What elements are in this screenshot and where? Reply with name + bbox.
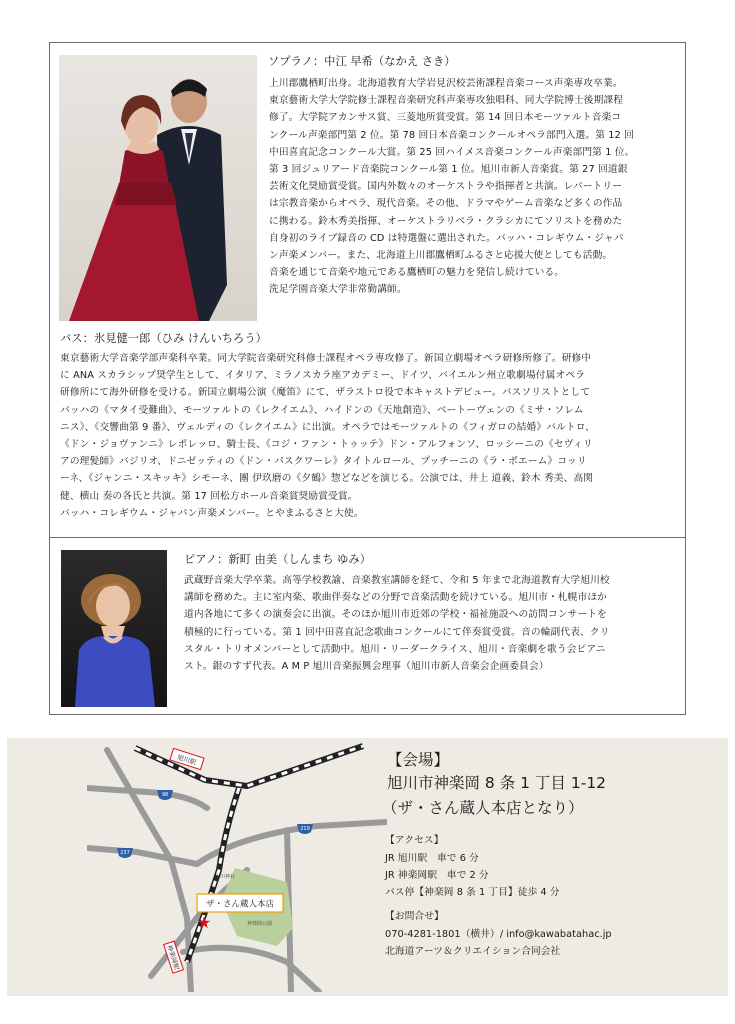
piano-bio-line: スト。銀のすず代表。A M P 旭川音楽振興会理事（旭川市新人音楽会企画委員会） xyxy=(184,661,549,673)
soprano-bio-line: 芸術文化奨励賞受賞。国内外数々のオーケストラや指揮者と共演。レパートリー xyxy=(269,181,623,193)
piano-bio-line: 積極的に行っている。第 1 回中田喜直記念歌曲コンクールにて伴奏賞受賞。音の輪副代表、クリ xyxy=(184,626,610,638)
bass-bio-line: アの理髪師》バジリオ、ドニゼッティの《ドン・パスクワーレ》タイトルロール、プッチーニの《ラ・ボエーム》コッリ xyxy=(60,456,587,468)
soprano-bio-line: ンクール声楽部門第 2 位。第 78 回日本音楽コンクールオペラ部門入選。第 12 回 xyxy=(269,129,634,141)
soprano-bio-line: 東京藝術大学大学院修士課程音楽研究科声楽専攻独唱科、同大学院博士後期課程 xyxy=(269,95,624,107)
bass-bio xyxy=(60,350,595,522)
access-line: バス停【神楽岡 8 条 1 丁目】徒歩 4 分 xyxy=(385,887,560,898)
soprano-name: ソプラノ：中江 早希（なかえ さき） xyxy=(268,55,456,68)
route-237-text: 237 xyxy=(120,850,130,856)
piano-bio-line: 講師を務めた。主に室内楽、歌曲伴奏などの分野で音楽活動を続けている。旭川市・札幌市ほか xyxy=(184,592,608,604)
route-219-text: 219 xyxy=(300,826,310,832)
park-label: 神楽岡公園 xyxy=(247,921,273,927)
bass-bio-line: 《ドン・ジョヴァンニ》レポレッロ、騎士長、《コジ・ファン・トゥッテ》ドン・アルフォンソ、ロッシーニの《セヴィリ xyxy=(60,439,593,451)
piano-bio-line: 道内各地にて多くの演奏会に出演。そのほか旭川市近郊の学校・福祉施設への訪問コンサートを xyxy=(184,609,608,621)
venue-note: （ザ・さん蔵人本店となり） xyxy=(382,799,584,817)
piano-bio-line: 武蔵野音楽大学卒業。高等学校教諭、音楽教室講師を経て、令和 5 年まで北海道教育大学旭川校 xyxy=(184,575,610,586)
bass-bio-line: バッハの《マタイ受難曲》、モーツァルトの《レクイエム》、ハイドンの《天地創造》、ベートーヴェンの《ミサ・ソレム xyxy=(60,404,584,416)
soprano-bio-line: 音楽を通じて音楽や地元である鷹栖町の魅力を発信し続けている。 xyxy=(269,267,565,279)
venue-star-icon: ★ xyxy=(196,913,212,932)
access-line: JR 旭川駅 車で 6 分 xyxy=(385,853,479,864)
bass-bio-line: 東京藝術大学音楽学部声楽科卒業。同大学院音楽研究科修士課程オペラ専攻修了。新国立劇場オペラ研修所修了。研修中 xyxy=(60,353,592,364)
route-98-shield xyxy=(157,790,173,800)
bass-bio-line: 健、横山 奏の各氏と共演。第 17 回松方ホール音楽賞奨励賞受賞。 xyxy=(60,490,358,502)
piano-bio xyxy=(184,572,610,675)
soprano-bio-line: 洗足学園音楽大学非常勤講師。 xyxy=(269,284,407,296)
soprano-bio xyxy=(269,75,634,299)
soprano-bass-photo xyxy=(59,55,257,321)
contact-line: 北海道アーツ＆クリエイション合同会社 xyxy=(385,946,561,957)
soprano-bio-line: に携わる。鈴木秀美指揮、オーケストラリベラ・クラシカにてソリストを務めた xyxy=(269,215,623,227)
bass-bio-line: 研修所にて海外研修を受ける。新国立劇場公演《魔笛》にて、ザラストロ役で本キャストデビュー。バスソリストとして xyxy=(60,387,591,399)
access-heading: 【アクセス】 xyxy=(385,835,444,846)
route-237-shield xyxy=(117,848,133,858)
pianist-photo xyxy=(61,550,167,707)
station-kagura-text: 神楽岡駅 xyxy=(165,943,181,971)
soprano-bio-line: 修了。大学院アカンサス賞、三菱地所賞受賞。第 14 回日本モーツァルト音楽コ xyxy=(269,112,622,124)
bass-name: バス：氷見健一郎（ひみ けんいちろう） xyxy=(60,332,267,345)
bass-bio-line: に ANA スカラシップ奨学生として、イタリア、ミラノスカラ座アカデミー、ドイツ、バイエルン州立歌劇場付属オペラ xyxy=(60,370,585,382)
venue-address: 旭川市神楽岡 8 条 1 丁目 1-12 xyxy=(387,774,607,792)
bass-bio-line: ニス》、《交響曲第 9 番》、ヴェルディの《レクイエム》に出演。オペラではモーツァルトの《フィガロの結婚》バルトロ、 xyxy=(60,421,596,433)
bass-bio-line: ーネ、《ジャンニ・スキッキ》シモーネ、團 伊玖磨の《夕鶴》惣どなどを演じる。公演では、井上 道義、鈴木 秀美、高関 xyxy=(60,473,594,485)
station-asahikawa-text: 旭川駅 xyxy=(176,753,198,767)
route-98-text: 98 xyxy=(161,792,169,798)
piano-bio-line: スタル・トリオメンバーとして活動中。旭川・リーダークライス、旭川・音楽劇を歌う会ピアニ xyxy=(184,643,606,655)
soprano-bio-line: は宗教音楽からオペラ、現代音楽。その他、ドラマやゲーム音楽など多くの作品 xyxy=(269,198,623,210)
bass-bio-line: バッハ・コレギウム・ジャパン声楽メンバー。とやまふるさと大使。 xyxy=(60,507,364,519)
soprano-bio-line: 中田喜直記念コンクール大賞。第 25 回ハイメス音楽コンクール声楽部門第 1 位。 xyxy=(269,146,635,158)
soprano-bio-line: 上川郡鷹栖町出身。北海道教育大学岩見沢校芸術課程音楽コース声楽専攻卒業。 xyxy=(269,78,623,89)
soprano-bio-line: 自身初のライブ録音の CD は特選盤に選出された。バッハ・コレギウム・ジャパ xyxy=(269,232,624,244)
soprano-bio-line: 第 3 回ジュリアード音楽院コンクール第 1 位。旭川市新人音楽賞。第 27 回道銀 xyxy=(269,164,628,176)
shrine-label: 上川神社 xyxy=(215,874,236,880)
piano-name: ピアノ：新町 由美（しんまち ゆみ） xyxy=(184,553,372,566)
venue-map xyxy=(87,740,387,992)
access-line: JR 神楽岡駅 車で 2 分 xyxy=(385,870,489,881)
soprano-bio-line: ン声楽メンバー。また、北海道上川郡鷹栖町ふるさと応援大使としても活動。 xyxy=(269,250,613,262)
contact-line: 070-4281-1801（横井）/ info@kawabatahac.jp xyxy=(385,929,612,940)
contact-heading: 【お問合せ】 xyxy=(385,911,444,922)
landmark-text: ザ・さん蔵人本店 xyxy=(205,899,275,910)
venue-heading: 【会場】 xyxy=(387,751,450,769)
route-219-shield xyxy=(297,824,313,834)
